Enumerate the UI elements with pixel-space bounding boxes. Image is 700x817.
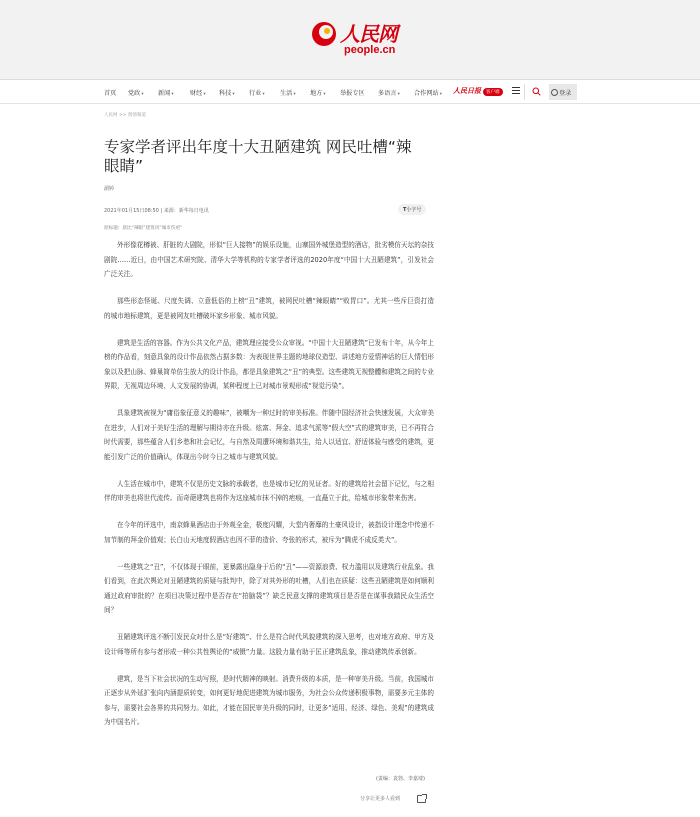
- article-paragraph: 一些建筑之“丑”，不仅体现于眼前，更暴露出隐身于后的“丑”——资源浪费、权力滥用以及建筑行业乱象。我们看到，在此次舆论对丑陋建筑的质疑与批判中，除了对其外形的吐槽，人们也在质疑：这些丑陋建筑是如何顺利通过政府审批的？在项目决策过程中是否存在“拍脑袋”？缺乏民意支撑的建筑项目是否是在谋事我踏民众生活空间？: [104, 562, 434, 614]
- nav-divider: [524, 84, 525, 100]
- article-paragraph: 建筑，是当下社会状况的生动写照，是时代精神的映射。消费升级的本质，是一种审美升级。当前，我国城市正逐步从外延扩张向内涵提质转变，如何更好地促进建筑为城市服务，为社会公众传递积极事物，需要多元主体的参与，需要社会各界的共同努力。如此，才能在国民审美升级的同时，让更多“适用、经济、绿色、美观”的建筑成为中国名片。: [104, 674, 434, 726]
- chevron-down-icon: ▾: [141, 92, 144, 97]
- chevron-down-icon: ▾: [262, 92, 265, 97]
- app-badge[interactable]: 客户端: [483, 88, 503, 96]
- logo-text-en: people.cn: [344, 44, 396, 56]
- chevron-down-icon: ▾: [323, 92, 326, 97]
- nav-item-home[interactable]: 首页: [104, 90, 117, 97]
- nav-item-finance[interactable]: 财经▾: [190, 90, 206, 97]
- article-paragraph: 那些形态怪诞、尺度失调、立意低俗的上榜“丑”建筑，被网民吐槽“辣眼睛”“败胃口”。尤其一些斥巨资打造的城市地标建筑，更是被网友吐槽破坏家乡形象、城市风貌。: [104, 297, 434, 320]
- login-button[interactable]: 登录: [549, 84, 577, 100]
- site-logo[interactable]: [310, 18, 402, 64]
- main-nav: [0, 80, 700, 104]
- article-title: 专家学者评出年度十大丑陋建筑 网民吐槽“辣眼睛”: [104, 138, 412, 175]
- logo-text-cn: 人民网: [340, 22, 397, 46]
- article-author: 湄婷: [104, 186, 115, 192]
- nav-item-industry[interactable]: 行业▾: [249, 90, 265, 97]
- nav-item-partners[interactable]: 合作网站▾: [414, 90, 443, 97]
- user-icon: [551, 89, 558, 96]
- chevron-down-icon: ▾: [397, 92, 400, 97]
- menu-icon[interactable]: [512, 87, 520, 95]
- chevron-down-icon: ▾: [293, 92, 296, 97]
- nav-item-tech[interactable]: 科技▾: [219, 90, 235, 97]
- article-paragraph: 外形像花樽被、肝脏的大剧院，形似“巨人接物”的娱乐设施，山寨国外城堡造型的酒店，批劣模仿天坛的杂技剧院……近日，由中国艺术研究院、清华大学等机构的专家学者评选的2020年度“中国十大丑陋建筑”，引发社会广泛关注。: [104, 241, 434, 278]
- article-paragraph: 建筑是生活的容器。作为公共文化产品，建筑理应接受公众审视。“中国十大丑陋建筑”已发布十年，从今年上榜的作品看，刻意具象的设计作品依然占据多数：为表现世界主题的地球仪造型、讲述地方爱情神话的巨人情侣形象以及把山脉、蜂巢简单仿生放大的设计作品，都是具象建筑之“丑”的典型。这些建筑无视整體和建筑之间的专业界限，无视周边环境、人文发展的协调，某种程度上已对城市景观形成“视觉污染”。: [104, 338, 434, 390]
- text-size-icon: T: [403, 207, 407, 213]
- chevron-down-icon: ▾: [439, 92, 443, 97]
- article-paragraph: 丑陋建筑评选不断引发民众对什么是“好建筑”、什么是符合时代风貌建筑的深入思考，也对地方政府、甲方及设计师等所有参与者形成一种公共性舆论的“威慑”力量。这股力量有助于匡正建筑乱象，推动建筑传承创新。: [104, 633, 434, 656]
- chevron-down-icon: ▾: [232, 92, 235, 97]
- app-logo[interactable]: 人民日报: [453, 86, 481, 95]
- chevron-down-icon: ▾: [171, 92, 174, 97]
- share-icon[interactable]: [417, 795, 426, 803]
- site-header: [0, 0, 700, 80]
- nav-item-politics[interactable]: 党政▾: [128, 90, 144, 97]
- nav-item-report[interactable]: 举报专区: [340, 90, 365, 97]
- people-logo-icon: [310, 20, 338, 48]
- article-editors: (责编：袁勃、李嘉琦): [376, 776, 425, 782]
- nav-item-local[interactable]: 地方▾: [310, 90, 326, 97]
- nav-item-life[interactable]: 生活▾: [280, 90, 296, 97]
- article-body: [104, 238, 434, 742]
- article-paragraph: 人生活在城市中，建筑不仅是历史文脉的承载者，也是城市记忆的见证者。好的建筑给社会留下记忆，与之相伴的审美也将世代流传。而奇葩建筑也将作为这座城市抹不掉的疤痕，一直矗立于此，给城市形象带来伤害。: [104, 479, 434, 502]
- breadcrumb[interactable]: 人民网 >> 舆情频道: [104, 113, 146, 118]
- share-text: 分享让更多人看到: [360, 796, 401, 802]
- search-icon[interactable]: [532, 87, 541, 96]
- nav-item-languages[interactable]: 多语言▾: [378, 90, 400, 97]
- nav-item-news[interactable]: 新闻▾: [158, 90, 174, 97]
- article-paragraph: 在今年的评选中，南京蜂巢酒店由于外观全金，极度闪耀，大堂内奢靡的土豪风设计，被指设计理念中传递不加节制的拜金价值观；长白山天地度假酒店也因不菲的造价、夸张的形式，被斥为“腾虎不成反类犬”。: [104, 521, 434, 544]
- original-title: 原标题：晨比“辣眼”建筑风“城市伤疤”: [104, 226, 183, 231]
- chevron-down-icon: ▾: [203, 92, 206, 97]
- font-size-button[interactable]: T小字号: [398, 204, 426, 215]
- article-date-source: 2021年01月15日08:50 | 来源：新华每日电讯: [104, 208, 209, 214]
- article-paragraph: 具象建筑被视为“庸俗象征意义的趣味”，被嘲为一种过时的审美标准。伴随中国经济社会快速发展，大众审美在进步，人们对于美好生活的理解与期待亦在升级。炫富、拜金、追求气派等“假大空”式的建筑审美，已不再符合时代需要，那些蕴含人们乡愁和社会记忆，与自然及周遭环境和谐共生，给人以适宜、舒适体验与感受的建筑，更能引发广泛的价值确认，体现出今时今日之城市与建筑风貌。: [104, 409, 434, 461]
